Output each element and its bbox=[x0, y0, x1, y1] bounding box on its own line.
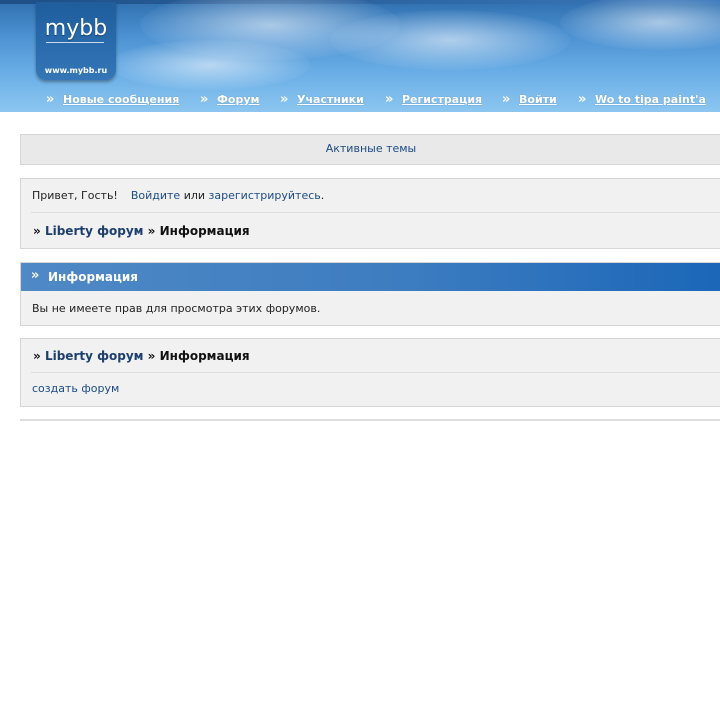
period-text: . bbox=[320, 189, 325, 202]
breadcrumb-bottom bbox=[33, 349, 250, 363]
breadcrumb-separator: » bbox=[147, 224, 156, 238]
welcome-line bbox=[32, 189, 324, 202]
breadcrumb bbox=[33, 224, 250, 238]
login-link[interactable]: Войдите bbox=[130, 189, 181, 202]
breadcrumb-arrow: » bbox=[33, 349, 41, 363]
double-chevron-right-icon: » bbox=[31, 268, 40, 283]
logo-divider bbox=[46, 42, 104, 43]
site-header bbox=[0, 0, 720, 112]
footer-divider bbox=[20, 419, 720, 421]
nav-custom-link[interactable]: Wo to tipa paint'a bbox=[595, 93, 706, 106]
welcome-box bbox=[20, 178, 720, 249]
breadcrumb-current: Информация bbox=[159, 349, 250, 363]
greeting-text: Привет, Гость! bbox=[32, 189, 118, 202]
active-topics-link[interactable]: Активные темы bbox=[325, 142, 417, 155]
bottom-box bbox=[20, 338, 720, 407]
breadcrumb-separator: » bbox=[147, 349, 156, 363]
double-chevron-right-icon: » bbox=[200, 92, 209, 107]
double-chevron-right-icon: » bbox=[578, 92, 587, 107]
nav-forum[interactable]: Форум bbox=[217, 93, 260, 106]
header-cloud-decoration bbox=[330, 10, 570, 70]
double-chevron-right-icon: » bbox=[280, 92, 289, 107]
breadcrumb-current: Информация bbox=[159, 224, 250, 238]
active-topics-bar bbox=[20, 134, 720, 165]
double-chevron-right-icon: » bbox=[502, 92, 511, 107]
no-permission-message: Вы не имеете прав для просмотра этих форумов. bbox=[32, 302, 321, 315]
footer-link-row bbox=[32, 382, 119, 395]
nav-login[interactable]: Войти bbox=[519, 93, 557, 106]
double-chevron-right-icon: » bbox=[46, 92, 55, 107]
nav-register[interactable]: Регистрация bbox=[402, 93, 483, 106]
divider bbox=[31, 372, 720, 373]
breadcrumb-forum-link[interactable]: Liberty форум bbox=[44, 349, 144, 363]
or-text: или bbox=[183, 189, 206, 202]
register-link[interactable]: зарегистрируйтесь bbox=[208, 189, 321, 202]
breadcrumb-forum-link[interactable]: Liberty форум bbox=[44, 224, 144, 238]
info-section bbox=[20, 262, 720, 326]
site-logo[interactable] bbox=[36, 2, 116, 80]
nav-new-messages[interactable]: Новые сообщения bbox=[63, 93, 180, 106]
create-forum-link[interactable]: создать форум bbox=[32, 382, 120, 395]
header-cloud-decoration bbox=[560, 0, 720, 50]
divider bbox=[31, 212, 720, 213]
header-cloud-decoration bbox=[110, 40, 310, 90]
double-chevron-right-icon: » bbox=[385, 92, 394, 107]
nav-members[interactable]: Участники bbox=[297, 93, 364, 106]
main-navigation bbox=[0, 92, 720, 112]
info-section-header bbox=[21, 263, 720, 291]
logo-url: www.mybb.ru bbox=[44, 66, 108, 75]
info-section-title: Информация bbox=[48, 270, 138, 284]
breadcrumb-arrow: » bbox=[33, 224, 41, 238]
logo-text: mybb bbox=[44, 16, 108, 41]
